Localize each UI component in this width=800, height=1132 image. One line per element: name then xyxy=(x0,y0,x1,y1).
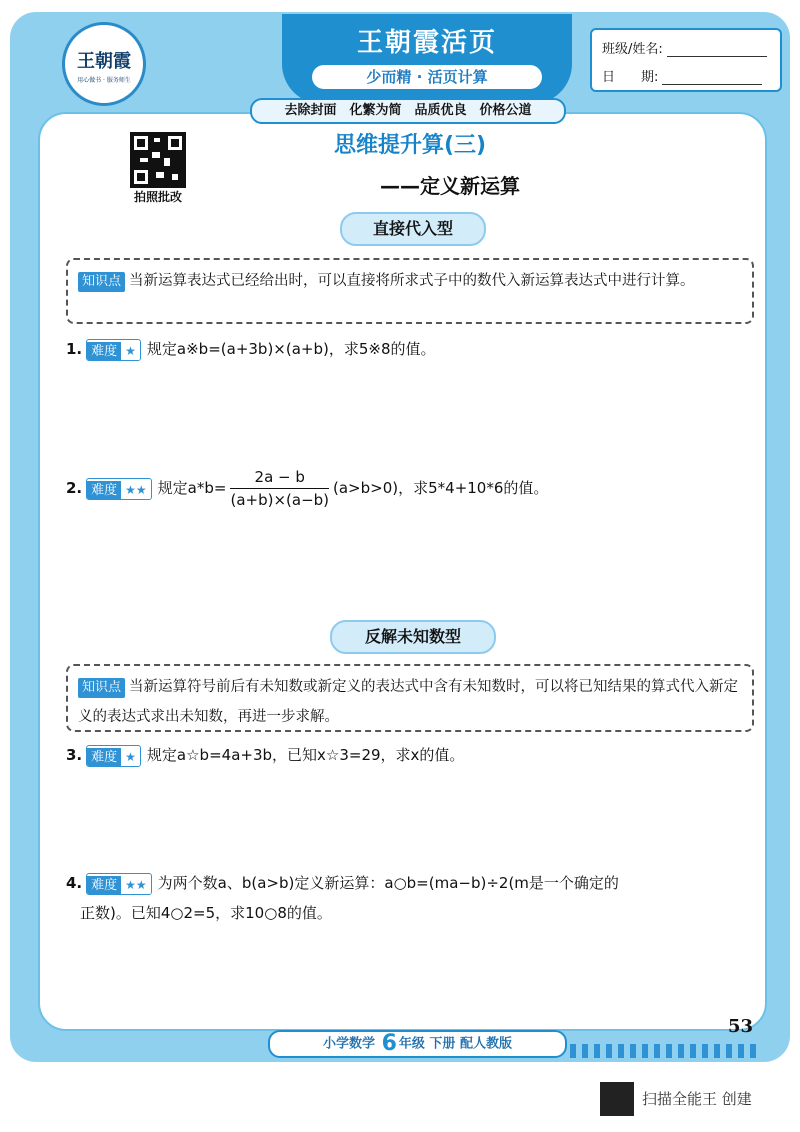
page-title: 思维提升算(三) xyxy=(333,133,487,158)
knowledge-text: 当新运算符号前后有未知数或新定义的表达式中含有未知数时，可以将已知结果的算式代入新定义的表达式求出未知数，再进一步求解。 xyxy=(78,679,739,725)
knowledge-box xyxy=(66,258,754,324)
qr-label: 拍照批改 xyxy=(133,190,182,204)
difficulty-label: 难度 xyxy=(87,876,121,895)
publisher-logo xyxy=(62,22,146,106)
difficulty-label: 难度 xyxy=(87,342,121,361)
knowledge-tag: 知识点 xyxy=(78,272,125,292)
slogan-banner: 去除封面 化繁为简 品质优良 价格公道 xyxy=(250,98,566,124)
footer-edition: 配人教版 xyxy=(459,1036,512,1052)
student-info-box xyxy=(590,28,782,92)
difficulty-badge xyxy=(86,745,141,767)
question-text-pre: 规定a*b= xyxy=(157,479,227,497)
star-icon: ★ xyxy=(121,341,140,361)
footer-grade: 6 xyxy=(381,1031,397,1056)
question-text: 规定a※b=(a+3b)×(a+b)，求5※8的值。 xyxy=(146,340,436,358)
question-number: 1. xyxy=(66,340,83,358)
question-text-line2: 正数)。已知4○2=5，求10○8的值。 xyxy=(80,904,332,922)
page-number: 53 xyxy=(728,1016,754,1037)
question-text-post: (a>b>0)，求5*4+10*6的值。 xyxy=(333,479,549,497)
question-number: 4. xyxy=(66,874,83,892)
logo-subtext: 用心做书 · 服务师生 xyxy=(77,77,131,84)
fraction xyxy=(230,466,329,511)
question-4 xyxy=(66,868,756,928)
scanner-qr-icon xyxy=(600,1082,634,1116)
name-label: 班级/姓名: xyxy=(602,42,663,57)
star-icon: ★★ xyxy=(121,480,151,500)
footer-banner xyxy=(268,1030,567,1058)
difficulty-label: 难度 xyxy=(87,481,121,500)
question-2 xyxy=(66,466,548,511)
difficulty-badge xyxy=(86,339,141,361)
footer-subject: 小学数学 xyxy=(323,1036,376,1052)
qr-code-icon xyxy=(130,132,186,188)
star-icon: ★★ xyxy=(121,875,151,895)
knowledge-text: 当新运算表达式已经给出时，可以直接将所求式子中的数代入新运算表达式中进行计算。 xyxy=(129,273,695,289)
knowledge-tag: 知识点 xyxy=(78,678,125,698)
question-text: 规定a☆b=4a+3b，已知x☆3=29，求x的值。 xyxy=(146,746,465,764)
page-subtitle: ——定义新运算 xyxy=(380,174,520,198)
question-number: 3. xyxy=(66,746,83,764)
question-3 xyxy=(66,740,464,770)
date-field[interactable] xyxy=(602,66,762,85)
footer-grade-unit: 年级 xyxy=(398,1036,425,1052)
footer-term: 下册 xyxy=(429,1036,456,1052)
logo-text: 王朝霞 xyxy=(77,51,131,72)
knowledge-box xyxy=(66,664,754,732)
difficulty-label: 难度 xyxy=(87,748,121,767)
question-number: 2. xyxy=(66,479,83,497)
fraction-numerator: 2a − b xyxy=(230,466,329,489)
brand-subtitle: 少而精 · 活页计算 xyxy=(312,65,542,89)
scanner-credit: 扫描全能王 创建 xyxy=(642,1090,752,1108)
fraction-denominator: (a+b)×(a−b) xyxy=(230,491,330,509)
difficulty-badge xyxy=(86,478,152,500)
section-heading-direct: 直接代入型 xyxy=(340,212,486,246)
decorative-stripes xyxy=(570,1044,760,1058)
section-heading-inverse: 反解未知数型 xyxy=(330,620,496,654)
star-icon: ★ xyxy=(121,747,140,767)
question-1 xyxy=(66,334,436,364)
date-label: 日 期: xyxy=(602,70,659,85)
question-text-line1: 为两个数a、b(a>b)定义新运算：a○b=(ma−b)÷2(m是一个确定的 xyxy=(157,874,619,892)
brand-title: 王朝霞活页 xyxy=(356,28,497,58)
difficulty-badge xyxy=(86,873,152,895)
name-field[interactable] xyxy=(602,38,767,57)
